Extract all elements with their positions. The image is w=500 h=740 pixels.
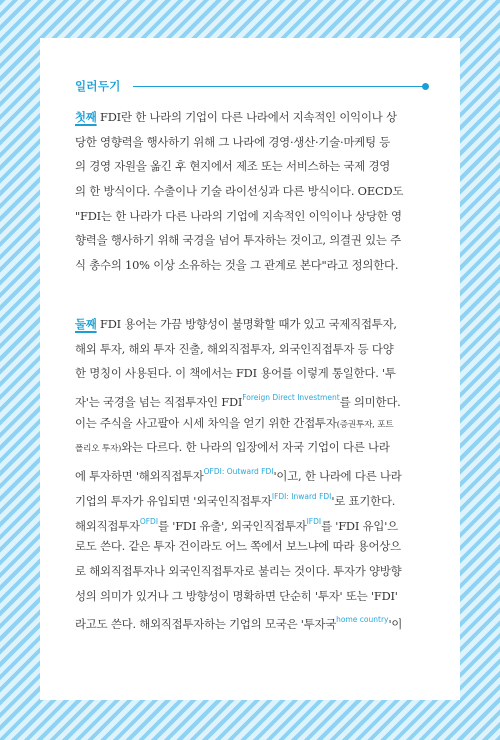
text-line xyxy=(75,485,425,510)
text-span: 해외직접투자 xyxy=(75,518,140,533)
text-line: 당한 영향력을 행사하기 위해 그 나라에 경영·생산·기술·마케팅 등 xyxy=(75,134,391,149)
text-line: 식 총수의 10% 이상 소유하는 것을 그 관계로 본다"라고 정의한다. xyxy=(75,258,399,273)
text-span: 라고도 쓴다. 해외직접투자하는 기업의 모국은 '투자국 xyxy=(75,617,337,632)
text-line: 향력을 행사하기 위해 국경을 넘어 투자하는 것이고, 의결권 있는 주 xyxy=(75,233,401,248)
text-line xyxy=(75,105,425,130)
superscript: IFDI xyxy=(306,516,322,526)
text-line xyxy=(75,510,425,535)
superscript: home country xyxy=(336,615,389,625)
section-heading xyxy=(75,78,430,94)
superscript: Foreign Direct Investment xyxy=(242,393,340,403)
heading-dot xyxy=(422,83,429,90)
text-span: FDI란 한 나라의 기업이 다른 나라에서 지속적인 이익이나 상 xyxy=(96,110,397,124)
text-span: '로 표기한다. xyxy=(331,493,396,508)
text-line: 로도 쓴다. 같은 투자 건이라도 어느 쪽에서 보느냐에 따라 용어상으 xyxy=(75,539,401,554)
text-line xyxy=(75,386,425,411)
text-line xyxy=(75,411,425,436)
paragraph-first xyxy=(75,105,425,278)
text-span: 를 의미한다. xyxy=(339,395,401,410)
superscript: OFDI xyxy=(139,516,159,526)
superscript: OFDI: Outward FDI xyxy=(203,467,274,477)
text-line: 의 한 방식이다. 수출이나 기술 라이선싱과 다른 방식이다. OECD도 xyxy=(75,184,404,199)
second-marker: 둘째 xyxy=(75,317,97,331)
text-line: "FDI는 한 나라가 다른 나라의 기업에 지속적인 이익이나 상당한 영 xyxy=(75,208,402,223)
text-line: 의 경영 자원을 옮긴 후 현지에서 제조 또는 서비스하는 국제 경영 xyxy=(75,159,391,174)
first-marker: 첫째 xyxy=(75,110,97,124)
text-line: 로 해외직접투자나 외국인직접투자로 불리는 것이다. 투자가 양방향 xyxy=(75,563,402,578)
text-line xyxy=(75,608,425,633)
text-line: 한 명칭이 사용된다. 이 책에서는 FDI 용어를 이렇게 통일한다. '투 xyxy=(75,366,396,381)
text-line xyxy=(75,435,425,460)
paragraph-second xyxy=(75,312,425,633)
text-span: FDI 용어는 가끔 방향성이 불명확할 때가 있고 국제직접투자, xyxy=(96,317,397,331)
page-sheet xyxy=(40,38,460,700)
small-text: (증권투자, 포트 xyxy=(336,419,394,430)
text-line: 성의 의미가 있거나 그 방향성이 명확하면 단순히 '투자' 또는 'FDI' xyxy=(75,588,398,603)
text-span: 를 'FDI 유출', 외국인직접투자 xyxy=(158,518,307,533)
text-span: '이 xyxy=(388,617,403,632)
text-span: 자'는 국경을 넘는 직접투자인 FDI xyxy=(75,395,243,410)
heading-label: 일러두기 xyxy=(75,79,121,93)
text-span: 를 'FDI 유입'으 xyxy=(321,518,398,533)
text-span: 이는 주식을 사고팔아 시세 차익을 얻기 위한 간접투자 xyxy=(75,415,337,430)
text-span: 와는 다르다. 한 나라의 입장에서 자국 기업이 다른 나라 xyxy=(121,440,390,455)
text-line xyxy=(75,460,425,485)
superscript: IFDI: Inward FDI xyxy=(271,491,332,501)
text-span: '이고, 한 나라에 다른 나라 xyxy=(273,469,402,484)
text-span: 에 투자하면 '해외직접투자 xyxy=(75,469,204,484)
text-span: 기업의 투자가 유입되면 '외국인직접투자 xyxy=(75,493,272,508)
text-line: 해외 투자, 해외 투자 진출, 해외직접투자, 외국인직접투자 등 다양 xyxy=(75,341,394,356)
small-text: 폴리오 투자) xyxy=(75,444,122,455)
text-line xyxy=(75,312,425,337)
heading-rule xyxy=(133,86,425,87)
